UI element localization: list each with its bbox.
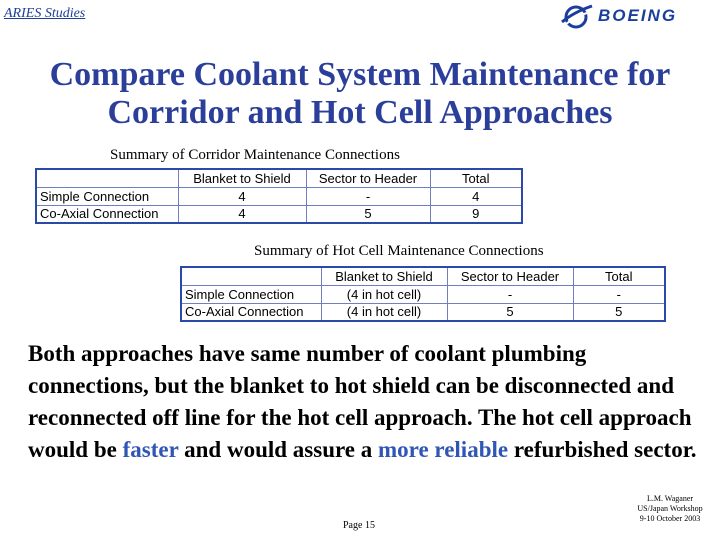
- table-cell: -: [573, 285, 665, 303]
- table-cell: (4 in hot cell): [321, 303, 447, 321]
- body-text-part-1: Both approaches have same number of coolant plumbing connections, but the blanket to hot shield can be disconnected and reconnected off line for the hot cell approach. The hot cell approach would be: [28, 341, 692, 462]
- table-cell: (4 in hot cell): [321, 285, 447, 303]
- table-row: [36, 187, 522, 205]
- table-row: [36, 205, 522, 223]
- boeing-wordmark: BOEING: [598, 6, 678, 25]
- event-name: US/Japan Workshop: [637, 504, 703, 513]
- boeing-stratotype-icon: [560, 2, 594, 30]
- summary-paragraph: [28, 338, 708, 466]
- boeing-logo: [560, 2, 677, 30]
- event-date: 9-10 October 2003: [639, 514, 701, 523]
- table-cell: 4: [178, 187, 306, 205]
- table-cell: 5: [447, 303, 573, 321]
- footer-attribution: [624, 494, 716, 524]
- page-number: Page 15: [343, 520, 375, 531]
- author-name: L.M. Waganer: [646, 494, 694, 503]
- column-header: Sector to Header: [306, 169, 430, 187]
- body-text-part-2: and would assure a: [178, 437, 378, 462]
- table-corner-cell: [181, 267, 321, 285]
- title-line-1: Compare Coolant System Maintenance for: [49, 56, 671, 93]
- slide-title: [0, 56, 720, 132]
- table-corner-cell: [36, 169, 178, 187]
- table-cell: 4: [178, 205, 306, 223]
- hotcell-connections-table: [180, 266, 666, 322]
- aries-studies-label: ARIES Studies: [4, 6, 86, 21]
- table-row: [181, 303, 665, 321]
- table-cell: 5: [306, 205, 430, 223]
- table-cell: -: [447, 285, 573, 303]
- row-label: Simple Connection: [181, 285, 321, 303]
- header-bar: [0, 0, 720, 32]
- table-cell: 4: [430, 187, 522, 205]
- row-label: Co-Axial Connection: [36, 205, 178, 223]
- corridor-table-caption: Summary of Corridor Maintenance Connections: [110, 147, 400, 163]
- column-header: Sector to Header: [447, 267, 573, 285]
- table-header-row: [181, 267, 665, 285]
- row-label: Simple Connection: [36, 187, 178, 205]
- column-header: Total: [573, 267, 665, 285]
- row-label: Co-Axial Connection: [181, 303, 321, 321]
- table-cell: 9: [430, 205, 522, 223]
- column-header: Total: [430, 169, 522, 187]
- highlight-more-reliable: more reliable: [378, 437, 509, 462]
- table-cell: -: [306, 187, 430, 205]
- title-line-2: Corridor and Hot Cell Approaches: [107, 94, 613, 131]
- table-header-row: [36, 169, 522, 187]
- column-header: Blanket to Shield: [178, 169, 306, 187]
- hotcell-table-caption: Summary of Hot Cell Maintenance Connections: [254, 243, 544, 259]
- highlight-faster: faster: [122, 437, 179, 462]
- table-cell: 5: [573, 303, 665, 321]
- body-text-part-3: refurbished sector.: [508, 437, 697, 462]
- table-row: [181, 285, 665, 303]
- corridor-connections-table: [35, 168, 523, 224]
- column-header: Blanket to Shield: [321, 267, 447, 285]
